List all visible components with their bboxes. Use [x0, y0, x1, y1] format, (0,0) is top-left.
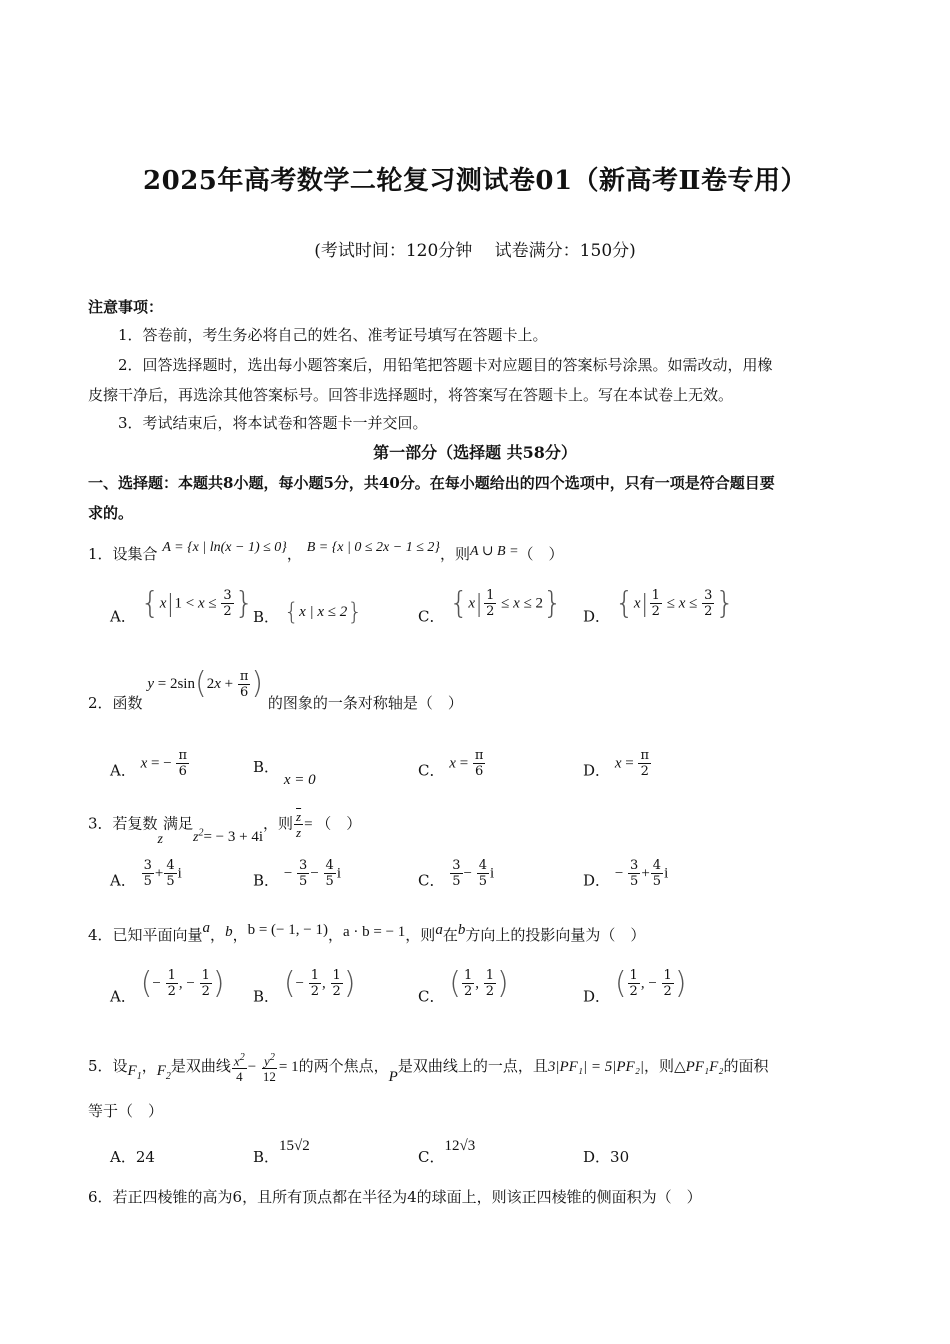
- q2-suffix: 的图象的一条对称轴是（ ）: [267, 694, 463, 712]
- q3-option-b-label: B．: [253, 871, 280, 890]
- q3-then: ，则: [263, 814, 294, 833]
- q5-then: ，则: [644, 1057, 675, 1076]
- q3-prefix: 3．若复数: [88, 814, 158, 833]
- q2-option-c-label: C．: [418, 761, 445, 780]
- q4-option-d-label: D．: [583, 987, 611, 1006]
- q1-option-c-label: C．: [418, 607, 445, 626]
- question-4-stem: 4．已知平面向量a，b，b = (− 1, − 1)，a · b = − 1，则a在b方向上的投影向量为（ ）: [88, 920, 646, 944]
- q5-mid-2: 的两个焦点，: [298, 1057, 389, 1076]
- q1-set-b: B = {x | 0 ≤ 2x − 1 ≤ 2}: [306, 540, 440, 555]
- section-instruction-line-2: 求的。: [88, 504, 134, 522]
- q1-option-c: C． {x| $\frac{1}{2}$ ≤ x ≤ 2}: [418, 586, 563, 626]
- section-instruction-line-1: 一、选择题：本题共8小题，每小题5分，共40分。在每小题给出的四个选项中，只有一项是符合题目要: [88, 474, 775, 492]
- question-6-stem: 6．若正四棱锥的高为6，且所有顶点都在半径为4的球面上，则该正四棱锥的侧面积为（ ）: [88, 1188, 702, 1206]
- q2-option-d: D． x = $\frac{\pi}{2}$: [583, 748, 649, 780]
- q5-condition: 3|PF₁| = 5|PF₂|: [547, 1059, 645, 1076]
- q3-option-a-label: A．: [110, 871, 136, 890]
- q3-option-c: C． $\frac{3}{5}$ − $\frac{4}{5}$ i: [418, 858, 495, 890]
- q2-option-a: A． x = − $\frac{\pi}{6}$: [110, 748, 188, 780]
- q1-ask: A ∪ B =: [470, 544, 519, 559]
- q4-option-a-label: A．: [110, 987, 136, 1006]
- q3-option-b: B． − $\frac{3}{5}$ − $\frac{4}{5}$ i: [253, 858, 341, 890]
- exam-subtitle: (考试时间：120分钟 试卷满分：150分): [314, 241, 636, 261]
- q1-option-b-value: x | x ≤ 2: [299, 604, 348, 620]
- q3-option-d-label: D．: [583, 871, 611, 890]
- q4-dot: a · b = − 1: [342, 924, 406, 940]
- q5-option-a: A．24: [110, 1148, 155, 1166]
- q4-then: ，则: [405, 926, 436, 944]
- q4-option-d: D． ( $\frac{1}{2}$ , − $\frac{1}{2}$ ): [583, 966, 687, 1006]
- q1-option-b: B． {x | x ≤ 2}: [253, 598, 363, 626]
- q2-option-a-label: A．: [110, 761, 136, 780]
- q5-prefix: 5．设: [88, 1057, 128, 1076]
- q1-then: ，则: [440, 545, 471, 563]
- q3-option-c-label: C．: [418, 871, 445, 890]
- q4-mid: 在: [442, 926, 458, 944]
- q5-end: 的面积: [723, 1057, 769, 1076]
- notice-item-2-line-1: 2．回答选择题时，选出每小题答案后，用铅笔把答题卡对应题目的答案标号涂黑。如需改动，用橡: [118, 356, 773, 374]
- part1-heading: 第一部分（选择题 共58分）: [373, 443, 577, 462]
- q1-option-a-label: A．: [110, 607, 136, 626]
- q1-set-a: A = {x | ln(x − 1) ≤ 0}: [162, 540, 287, 555]
- notice-item-2-line-2: 皮擦干净后，再选涂其他答案标号。回答非选择题时，将答案写在答题卡上。写在本试卷上无效。: [88, 386, 734, 404]
- q5-option-b-value: 15√2: [279, 1138, 310, 1154]
- q5-option-c-value: 12√3: [444, 1138, 476, 1154]
- q4-end: 方向上的投影向量为（ ）: [465, 926, 646, 944]
- q1-option-d-label: D．: [583, 607, 611, 626]
- q3-option-d: D． − $\frac{3}{5}$ + $\frac{4}{5}$ i: [583, 858, 669, 890]
- q5-triangle: △PF₁F₂: [674, 1059, 724, 1076]
- q3-end: = （ ）: [304, 816, 362, 833]
- q5-option-c: [418, 1138, 476, 1167]
- q4-b-value: b = (− 1, − 1): [247, 922, 328, 938]
- question-5-stem: 5．设$F_1$，$F_2$是双曲线 $\frac{x^2}{4}$ − $\frac{y^2}{12}$ = 1的两个焦点，P是双曲线上的一点，且3|PF₁| = 5|PF₂|，则△PF₁F₂的面积: [88, 1052, 769, 1086]
- q4-prefix: 4．已知平面向量: [88, 926, 203, 944]
- q4-option-a: A． (− $\frac{1}{2}$ , − $\frac{1}{2}$ ): [110, 966, 225, 1006]
- notice-heading: 注意事项：: [88, 298, 164, 316]
- question-5-line-2: 等于（ ）: [88, 1102, 164, 1120]
- q1-option-d: D． {x| $\frac{1}{2}$ ≤ x ≤ $\frac{3}{2}$ }: [583, 586, 735, 626]
- q4-option-b-label: B．: [253, 987, 280, 1006]
- q5-option-d: D．30: [583, 1148, 630, 1166]
- q1-option-a: A． {x|1 < x ≤ $\frac{3}{2}$ }: [110, 586, 254, 626]
- q4-option-b: B． (− $\frac{1}{2}$ , $\frac{1}{2}$ ): [253, 966, 356, 1006]
- q3-equation: = − 3 + 4i: [203, 828, 264, 845]
- q5-mid-1: 是双曲线: [170, 1057, 231, 1076]
- q5-option-b-label: B．: [253, 1148, 280, 1166]
- q1-comma: ，: [286, 545, 302, 563]
- q3-option-a: A． $\frac{3}{5}$ + $\frac{4}{5}$ i: [110, 858, 182, 890]
- q2-option-d-label: D．: [583, 761, 611, 780]
- question-3-stem: 3．若复数z满足$z^2= - 3 + 4i$，则 $\frac{\overline{z}}{z}$ = （ ）: [88, 809, 362, 847]
- notice-item-3: 3．考试结束后，将本试卷和答题卡一并交回。: [118, 414, 428, 432]
- q1-end: （ ）: [518, 545, 564, 563]
- q5-option-c-label: C．: [418, 1148, 445, 1166]
- question-2-stem: 2．函数 y = 2sin(2x + $\frac{\pi}{6}$ ) 的图象的一条对称轴是（ ）: [88, 666, 463, 712]
- notice-item-1: 1．答卷前，考生务必将自己的姓名、准考证号填写在答题卡上。: [118, 326, 548, 344]
- q3-mid: 满足: [163, 814, 194, 833]
- q5-mid-3: 是双曲线上的一点，且: [397, 1057, 548, 1076]
- q5-option-b: [253, 1138, 310, 1167]
- q2-option-b-value: x = 0: [283, 772, 316, 788]
- q2-option-b: [253, 758, 316, 788]
- q4-option-c-label: C．: [418, 987, 445, 1006]
- q1-prefix: 1．设集合: [88, 545, 158, 563]
- question-1-stem: [88, 539, 564, 571]
- exam-title: 2025年高考数学二轮复习测试卷01（新高考Ⅱ卷专用）: [143, 166, 807, 196]
- q2-option-c: C． x = $\frac{\pi}{6}$: [418, 748, 484, 780]
- q2-prefix: 2．函数: [88, 694, 143, 712]
- q4-option-c: C． ( $\frac{1}{2}$ , $\frac{1}{2}$ ): [418, 966, 509, 1006]
- q1-option-b-label: B．: [253, 608, 280, 626]
- q2-option-b-label: B．: [253, 758, 280, 776]
